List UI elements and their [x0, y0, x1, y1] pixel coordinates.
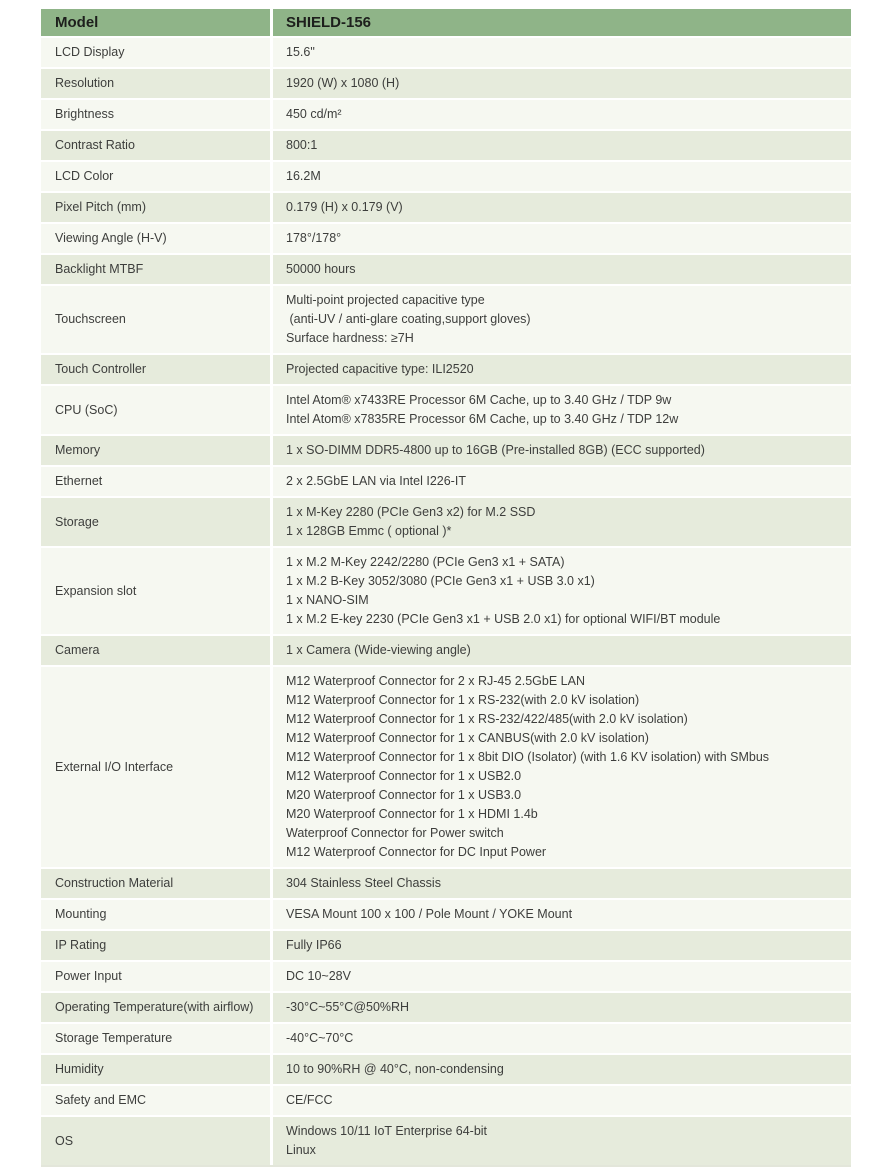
spec-value-cell [270, 162, 851, 191]
spec-value: M20 Waterproof Connector for 1 x USB3.0 [286, 788, 522, 802]
spec-label: Safety and EMC [55, 1093, 147, 1107]
spec-value-cell [270, 498, 851, 546]
table-row-expansion-slot [41, 548, 851, 636]
spec-value: 178°/178° [286, 231, 342, 245]
table-row-operating-temperature [41, 993, 851, 1024]
spec-value: 2 x 2.5GbE LAN via Intel I226-IT [286, 474, 466, 488]
spec-value: 1 x M-Key 2280 (PCIe Gen3 x2) for M.2 SSD [286, 505, 536, 519]
spec-value-cell [270, 667, 851, 867]
spec-value: 0.179 (H) x 0.179 (V) [286, 200, 403, 214]
header-model-value: SHIELD-156 [270, 9, 851, 36]
spec-value: 10 to 90%RH @ 40°C, non-condensing [286, 1062, 504, 1076]
spec-value: CE/FCC [286, 1093, 333, 1107]
spec-value-cell [270, 255, 851, 284]
spec-value: 450 cd/m² [286, 107, 342, 121]
spec-label: Storage Temperature [55, 1031, 173, 1045]
spec-label: Resolution [55, 76, 115, 90]
header-model-label: Model [55, 14, 99, 31]
spec-label: IP Rating [55, 938, 107, 952]
spec-value-cell [270, 38, 851, 67]
table-row-power-input [41, 962, 851, 993]
table-row-safety-emc [41, 1086, 851, 1117]
table-row-ip-rating [41, 931, 851, 962]
spec-label: Mounting [55, 907, 107, 921]
table-row-external-io [41, 667, 851, 869]
table-row-os [41, 1117, 851, 1165]
spec-label: Construction Material [55, 876, 174, 890]
spec-value: -40°C~70°C [286, 1031, 354, 1045]
spec-label: LCD Display [55, 45, 125, 59]
spec-value: M12 Waterproof Connector for DC Input Power [286, 845, 547, 859]
table-row-humidity [41, 1055, 851, 1086]
spec-label: LCD Color [55, 169, 114, 183]
spec-value: Multi-point projected capacitive type [286, 293, 485, 307]
spec-value: 800:1 [286, 138, 318, 152]
table-row-lcd-display [41, 38, 851, 69]
spec-label: Ethernet [55, 474, 103, 488]
spec-value: M12 Waterproof Connector for 2 x RJ-45 2.5GbE LAN [286, 674, 585, 688]
spec-value: M20 Waterproof Connector for 1 x HDMI 1.4b [286, 807, 538, 821]
spec-value-cell [270, 436, 851, 465]
spec-value: 15.6" [286, 45, 315, 59]
table-row-brightness [41, 100, 851, 131]
spec-value-cell [270, 100, 851, 129]
spec-value-cell [270, 224, 851, 253]
table-header-row [41, 9, 851, 38]
spec-value-cell [270, 962, 851, 991]
spec-value: 1 x M.2 M-Key 2242/2280 (PCIe Gen3 x1 + SATA) [286, 555, 565, 569]
spec-label: External I/O Interface [55, 759, 174, 774]
spec-value: Waterproof Connector for Power switch [286, 826, 504, 840]
spec-value: 50000 hours [286, 262, 356, 276]
table-row-cpu [41, 386, 851, 436]
spec-value: 16.2M [286, 169, 321, 183]
spec-value-cell [270, 1117, 851, 1165]
spec-value: Fully IP66 [286, 938, 342, 952]
spec-value-cell [270, 1086, 851, 1115]
table-row-pixel-pitch [41, 193, 851, 224]
table-row-touchscreen [41, 286, 851, 355]
spec-value-cell [270, 355, 851, 384]
spec-label: Memory [55, 443, 101, 457]
spec-label: Pixel Pitch (mm) [55, 200, 146, 214]
spec-value-cell [270, 286, 851, 353]
spec-value: DC 10~28V [286, 969, 351, 983]
spec-value-cell [270, 993, 851, 1022]
spec-value-cell [270, 1055, 851, 1084]
spec-label: Storage [55, 514, 99, 529]
table-row-resolution [41, 69, 851, 100]
spec-value: Intel Atom® x7835RE Processor 6M Cache, up to 3.40 GHz / TDP 12w [286, 412, 679, 426]
spec-label: Contrast Ratio [55, 138, 135, 152]
spec-label: Expansion slot [55, 583, 137, 598]
spec-label: Humidity [55, 1062, 104, 1076]
spec-value: M12 Waterproof Connector for 1 x CANBUS(with 2.0 kV isolation) [286, 731, 649, 745]
spec-label: OS [55, 1133, 74, 1148]
spec-value: M12 Waterproof Connector for 1 x RS-232(with 2.0 kV isolation) [286, 693, 640, 707]
table-row-camera [41, 636, 851, 667]
table-row-backlight-mtbf [41, 255, 851, 286]
spec-value-cell [270, 467, 851, 496]
spec-value: 1 x M.2 E-key 2230 (PCIe Gen3 x1 + USB 2.0 x1) for optional WIFI/BT module [286, 612, 721, 626]
table-row-lcd-color [41, 162, 851, 193]
spec-value: 1 x 128GB Emmc ( optional )* [286, 524, 452, 538]
spec-value: Linux [286, 1143, 316, 1157]
spec-value: 1 x NANO-SIM [286, 593, 369, 607]
spec-value: 1 x Camera (Wide-viewing angle) [286, 643, 471, 657]
spec-label: Operating Temperature(with airflow) [55, 1000, 254, 1014]
spec-value-cell [270, 548, 851, 634]
spec-label: Viewing Angle (H-V) [55, 231, 167, 245]
spec-value: Intel Atom® x7433RE Processor 6M Cache, up to 3.40 GHz / TDP 9w [286, 393, 672, 407]
table-row-storage-temperature [41, 1024, 851, 1055]
spec-table [41, 9, 851, 1167]
spec-value: Windows 10/11 IoT Enterprise 64-bit [286, 1124, 488, 1138]
spec-value-cell [270, 193, 851, 222]
table-row-construction-material [41, 869, 851, 900]
spec-value: M12 Waterproof Connector for 1 x USB2.0 [286, 769, 522, 783]
spec-value-cell [270, 636, 851, 665]
table-row-ethernet [41, 467, 851, 498]
spec-value: 1 x M.2 B-Key 3052/3080 (PCIe Gen3 x1 + USB 3.0 x1) [286, 574, 595, 588]
spec-value: VESA Mount 100 x 100 / Pole Mount / YOKE Mount [286, 907, 573, 921]
table-row-touch-controller [41, 355, 851, 386]
spec-value: M12 Waterproof Connector for 1 x RS-232/422/485(with 2.0 kV isolation) [286, 712, 688, 726]
spec-value: Projected capacitive type: ILI2520 [286, 362, 474, 376]
spec-value-cell [270, 1024, 851, 1053]
spec-value-cell [270, 931, 851, 960]
spec-value-cell [270, 900, 851, 929]
spec-value-cell [270, 69, 851, 98]
spec-value: -30°C~55°C@50%RH [286, 1000, 410, 1014]
spec-value: M12 Waterproof Connector for 1 x 8bit DIO (Isolator) (with 1.6 KV isolation) with SMbus [286, 750, 770, 764]
spec-label: Backlight MTBF [55, 262, 144, 276]
spec-value: (anti-UV / anti-glare coating,support gloves) [286, 312, 531, 326]
table-row-mounting [41, 900, 851, 931]
spec-value-cell [270, 131, 851, 160]
table-row-viewing-angle [41, 224, 851, 255]
spec-label: Camera [55, 643, 100, 657]
spec-label: CPU (SoC) [55, 402, 118, 417]
table-row-memory [41, 436, 851, 467]
spec-value-cell [270, 869, 851, 898]
spec-label: Touch Controller [55, 362, 147, 376]
spec-label: Brightness [55, 107, 115, 121]
table-row-contrast-ratio [41, 131, 851, 162]
spec-value-cell [270, 386, 851, 434]
spec-value: 1920 (W) x 1080 (H) [286, 76, 400, 90]
spec-label: Touchscreen [55, 312, 126, 326]
spec-label: Power Input [55, 969, 122, 983]
spec-value: 1 x SO-DIMM DDR5-4800 up to 16GB (Pre-installed 8GB) (ECC supported) [286, 443, 705, 457]
spec-value: Surface hardness: ≥7H [286, 331, 414, 345]
spec-value: 304 Stainless Steel Chassis [286, 876, 441, 890]
table-row-storage [41, 498, 851, 548]
